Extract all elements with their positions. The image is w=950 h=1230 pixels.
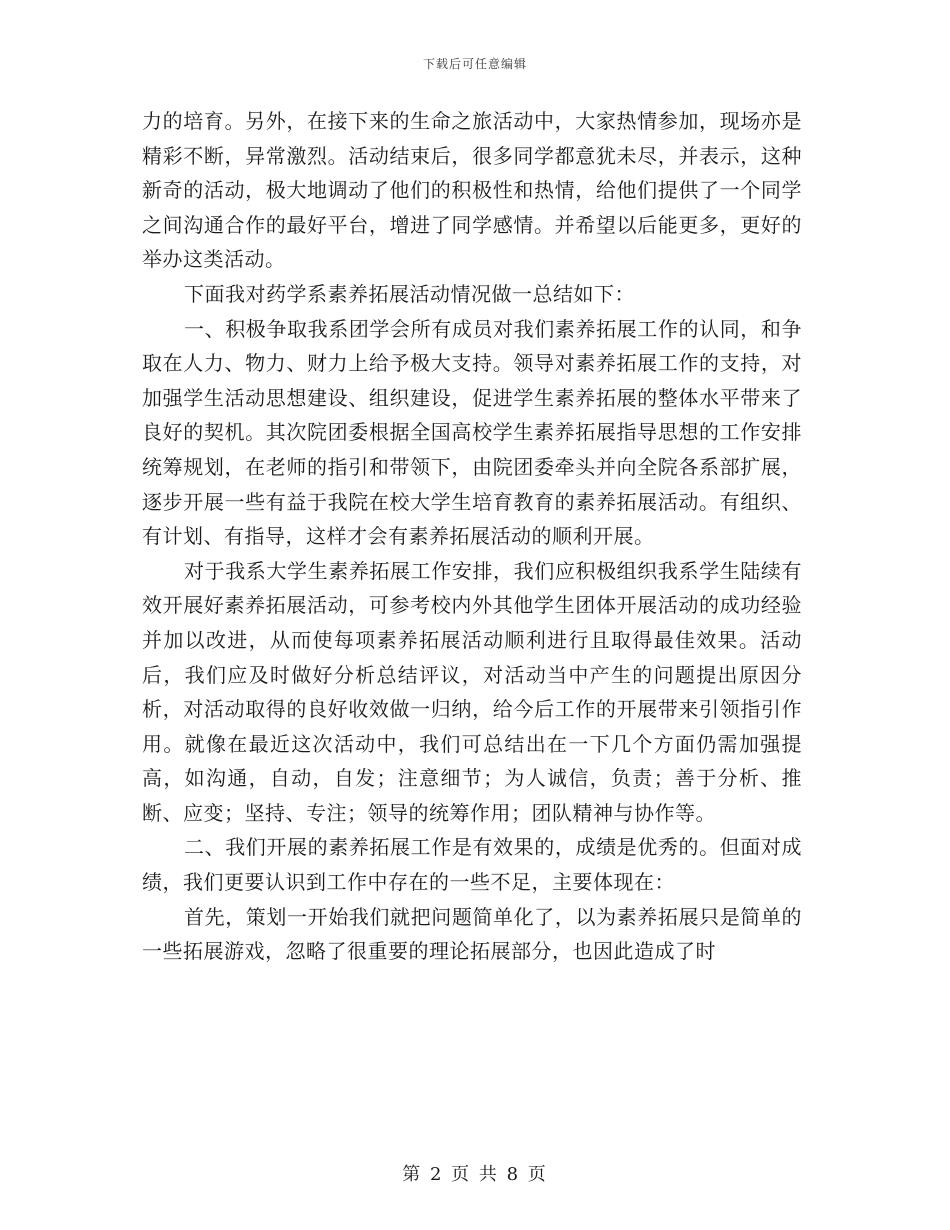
document-body (142, 104, 802, 969)
paragraph-section-one: 一、积极争取我系团学会所有成员对我们素养拓展工作的认同，和争取在人力、物力、财力上给予极大支持。领导对素养拓展工作的支持，对加强学生活动思想建设、组织建设，促进学生素养拓展的整体水平带来了良好的契机。其次院团委根据全国高校学生素养拓展指导思想的工作安排统筹规划，在老师的指引和带领下，由院团委牵头并向全院各系部扩展，逐步开展一些有益于我院在校大学生培育教育的素养拓展活动。有组织、有计划、有指导，这样才会有素养拓展活动的顺利开展。 (142, 316, 802, 549)
page-header: 下载后可任意编辑 (422, 57, 527, 71)
paragraph-work-arrangement: 对于我系大学生素养拓展工作安排，我们应积极组织我系学生陆续有效开展好素养拓展活动，可参考校内外其他学生团体开展活动的成功经验并加以改进，从而使每项素养拓展活动顺利进行且取得最佳效果。活动后，我们应及时做好分析总结评议，对活动当中产生的问题提出原因分析，对活动取得的良好收效做一归纳，给今后工作的开展带来引领指引作用。就像在最近这次活动中，我们可总结出在一下几个方面仍需加强提高，如沟通，自动，自发；注意细节；为人诚信，负责；善于分析、推断、应变；坚持、专注；领导的统筹作用；团队精神与协作等。 (142, 558, 802, 825)
paragraph-summary-intro: 下面我对药学系素养拓展活动情况做一总结如下： (184, 281, 635, 306)
paragraph-continued: 力的培育。另外，在接下来的生命之旅活动中，大家热情参加，现场亦是精彩不断，异常激烈。活动结束后，很多同学都意犹未尽，并表示，这种新奇的活动，极大地调动了他们的积极性和热情，给他们提供了一个同学之间沟通合作的最好平台，增进了同学感情。并希望以后能更多，更好的举办这类活动。 (142, 109, 802, 272)
paragraph-section-two: 二、我们开展的素养拓展工作是有效果的，成绩是优秀的。但面对成绩，我们更要认识到工作中存在的一些不足，主要体现在： (142, 835, 802, 895)
paragraph-firstly: 首先，策划一开始我们就把问题简单化了，以为素养拓展只是简单的一些拓展游戏，忽略了很重要的理论拓展部分，也因此造成了时 (142, 904, 802, 964)
page-footer: 第 2 页 共 8 页 (402, 1164, 548, 1185)
